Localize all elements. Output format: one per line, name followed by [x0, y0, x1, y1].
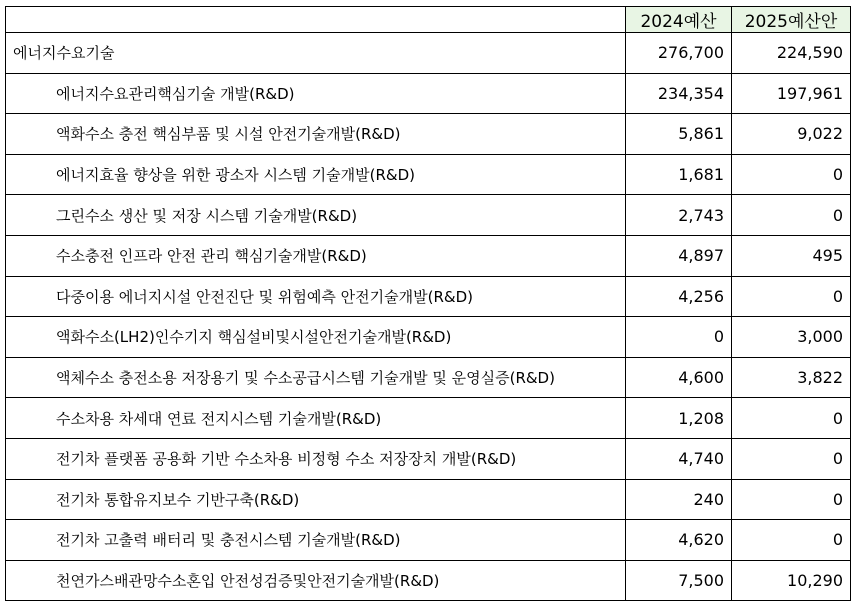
- row-2025-value: 0: [732, 276, 851, 317]
- row-2024-value: 4,600: [626, 357, 732, 398]
- row-name: 전기차 플랫폼 공용화 기반 수소차용 비정형 수소 저장장치 개발(R&D): [6, 438, 626, 479]
- row-2025-value: 495: [732, 235, 851, 276]
- row-name: 액체수소 충전소용 저장용기 및 수소공급시스템 기술개발 및 운영실증(R&D): [6, 357, 626, 398]
- row-2025-value: 3,822: [732, 357, 851, 398]
- table-row: [6, 276, 851, 317]
- row-name: 수소차용 차세대 연료 전지시스템 기술개발(R&D): [6, 398, 626, 439]
- header-2025-budget-proposal: 2025예산안: [732, 7, 851, 33]
- table-row: [6, 560, 851, 601]
- row-name: 천연가스배관망수소혼입 안전성검증및안전기술개발(R&D): [6, 560, 626, 601]
- row-name: 에너지수요관리핵심기술 개발(R&D): [6, 73, 626, 114]
- row-2025-value: 0: [732, 479, 851, 520]
- row-2025-value: 10,290: [732, 560, 851, 601]
- row-2024-value: 4,897: [626, 235, 732, 276]
- row-2024-value: 5,861: [626, 114, 732, 155]
- row-2025-value: 9,022: [732, 114, 851, 155]
- row-2025-value: 197,961: [732, 73, 851, 114]
- row-2025-value: 224,590: [732, 33, 851, 74]
- budget-table-container: [5, 6, 851, 601]
- row-name: 에너지효율 향상을 위한 광소자 시스템 기술개발(R&D): [6, 154, 626, 195]
- table-row: [6, 317, 851, 358]
- row-2024-value: 4,256: [626, 276, 732, 317]
- table-row: [6, 195, 851, 236]
- row-2024-value: 1,681: [626, 154, 732, 195]
- table-row: [6, 33, 851, 74]
- row-2024-value: 2,743: [626, 195, 732, 236]
- table-row: [6, 73, 851, 114]
- row-name: 전기차 고출력 배터리 및 충전시스템 기술개발(R&D): [6, 520, 626, 561]
- row-2024-value: 0: [626, 317, 732, 358]
- table-row: [6, 438, 851, 479]
- header-2024-budget: 2024예산: [626, 7, 732, 33]
- table-row: [6, 398, 851, 439]
- table-row: [6, 114, 851, 155]
- row-2025-value: 0: [732, 398, 851, 439]
- row-name: 에너지수요기술: [6, 33, 626, 74]
- budget-table: [5, 6, 851, 601]
- row-2024-value: 7,500: [626, 560, 732, 601]
- row-2024-value: 1,208: [626, 398, 732, 439]
- table-row: [6, 520, 851, 561]
- row-name: 다중이용 에너지시설 안전진단 및 위험예측 안전기술개발(R&D): [6, 276, 626, 317]
- table-header-row: [6, 7, 851, 33]
- row-2024-value: 240: [626, 479, 732, 520]
- header-blank-cell: [6, 7, 626, 33]
- table-row: [6, 235, 851, 276]
- row-2025-value: 0: [732, 154, 851, 195]
- row-name: 액화수소(LH2)인수기지 핵심설비및시설안전기술개발(R&D): [6, 317, 626, 358]
- row-name: 수소충전 인프라 안전 관리 핵심기술개발(R&D): [6, 235, 626, 276]
- row-2024-value: 234,354: [626, 73, 732, 114]
- table-row: [6, 154, 851, 195]
- row-name: 액화수소 충전 핵심부품 및 시설 안전기술개발(R&D): [6, 114, 626, 155]
- row-2025-value: 0: [732, 520, 851, 561]
- row-2024-value: 4,740: [626, 438, 732, 479]
- row-2024-value: 4,620: [626, 520, 732, 561]
- row-name: 그린수소 생산 및 저장 시스템 기술개발(R&D): [6, 195, 626, 236]
- table-row: [6, 479, 851, 520]
- table-row: [6, 357, 851, 398]
- row-2024-value: 276,700: [626, 33, 732, 74]
- row-name: 전기차 통합유지보수 기반구축(R&D): [6, 479, 626, 520]
- row-2025-value: 3,000: [732, 317, 851, 358]
- row-2025-value: 0: [732, 195, 851, 236]
- row-2025-value: 0: [732, 438, 851, 479]
